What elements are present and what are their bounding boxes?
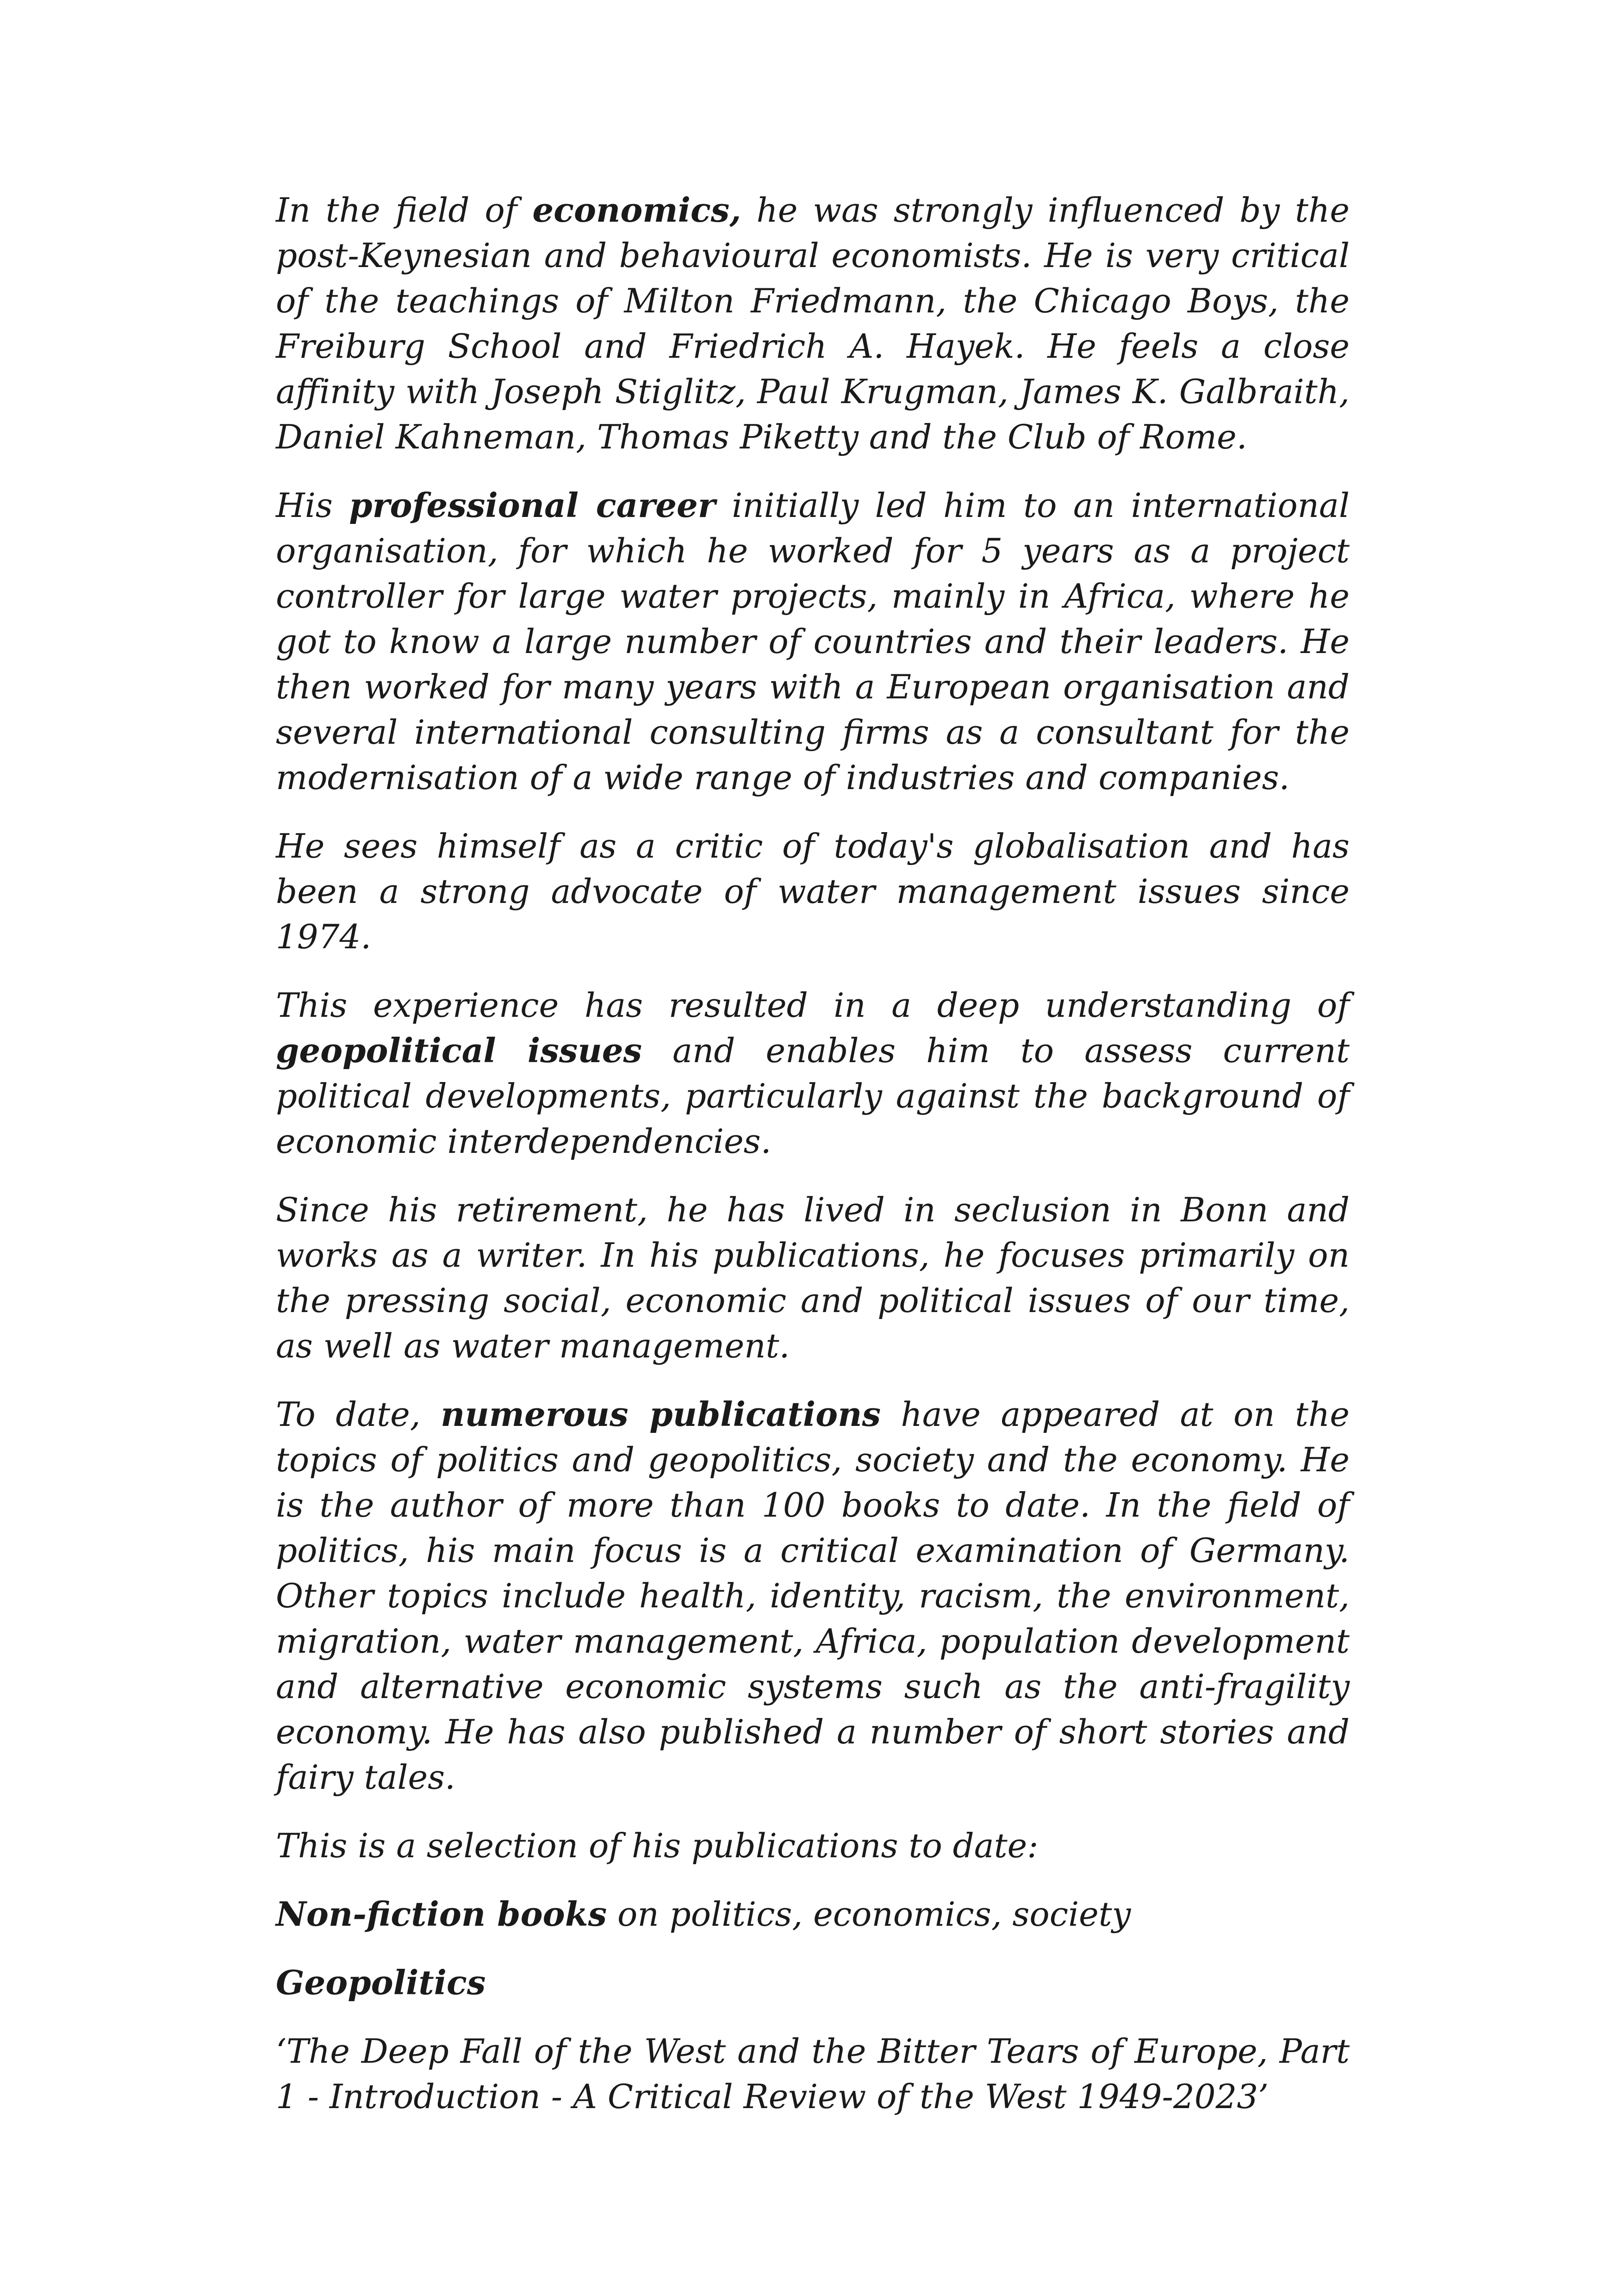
paragraph-economics: [276, 187, 1350, 460]
paragraph-professional-career: [276, 483, 1350, 800]
document-page: [276, 187, 1350, 2142]
paragraph-globalisation: [276, 823, 1350, 959]
paragraph-publications: [276, 1392, 1350, 1800]
section-heading-geopolitics: Geopolitics: [276, 1963, 486, 2002]
bold-term-economics: economics,: [532, 190, 741, 230]
text-run: Since his retirement, he has lived in seclusion in Bonn and works as a writer. In his publications, he focuses primarily on the pressing social, economic and political issues of our time, as well as water management.: [276, 1190, 1350, 1365]
text-run: To date,: [276, 1395, 441, 1434]
paragraph-retirement: [276, 1187, 1350, 1369]
text-run: This is a selection of his publications to date:: [276, 1826, 1039, 1865]
text-run: He sees himself as a critic of today's globalisation and has been a strong advocate of water management issues since 1974.: [276, 827, 1350, 956]
text-run: His: [276, 486, 349, 525]
text-run: initially led him to an international organisation, for which he worked for 5 years as a project controller for large water projects, mainly in Africa, where he got to know a large number of countries and their leaders. He then worked for many years with a European organisation and several international consulting firms as a consultant for the modernisation of a wide range of industries and companies.: [276, 486, 1350, 797]
bold-term-geopolitical-issues: geopolitical issues: [276, 1031, 642, 1070]
paragraph-selection-intro: [276, 1823, 1350, 1868]
text-run: on politics, economics, society: [607, 1895, 1131, 1934]
text-run: have appeared at on the topics of politics and geopolitics, society and the economy. He is the author of more than 100 books to date. In the field of politics, his main focus is a critical examination of Germany. Other topics include health, identity, racism, the environment, migration, water management, Africa, population development and alternative economic systems such as the anti-fragility economy. He has also published a number of short stories and fairy tales.: [276, 1395, 1350, 1797]
text-run: and enables him to assess current political developments, particularly against the background of economic interdependencies.: [276, 1031, 1350, 1161]
text-run: This experience has resulted in a deep understanding of: [276, 986, 1350, 1025]
bold-term-non-fiction-books: Non-fiction books: [276, 1894, 607, 1934]
bold-term-numerous-publications: numerous publications: [441, 1394, 881, 1434]
text-run: he was strongly influenced by the post-Keynesian and behavioural economists. He is very critical of the teachings of Milton Friedmann, the Chicago Boys, the Freiburg School and Friedrich A. Hayek. He feels a close affinity with Joseph Stiglitz, Paul Krugman, James K. Galbraith, Daniel Kahneman, Thomas Piketty and the Club of Rome.: [276, 191, 1350, 456]
book-title: ‘The Deep Fall of the West and the Bitter Tears of Europe, Part 1 - Introduction - A Critical Review of the West 1949-2023’: [276, 2032, 1350, 2116]
text-run: In the field of: [276, 191, 533, 230]
bold-term-professional-career: professional career: [349, 485, 716, 525]
paragraph-non-fiction: [276, 1892, 1350, 1937]
paragraph-geopolitical-issues: [276, 983, 1350, 1164]
